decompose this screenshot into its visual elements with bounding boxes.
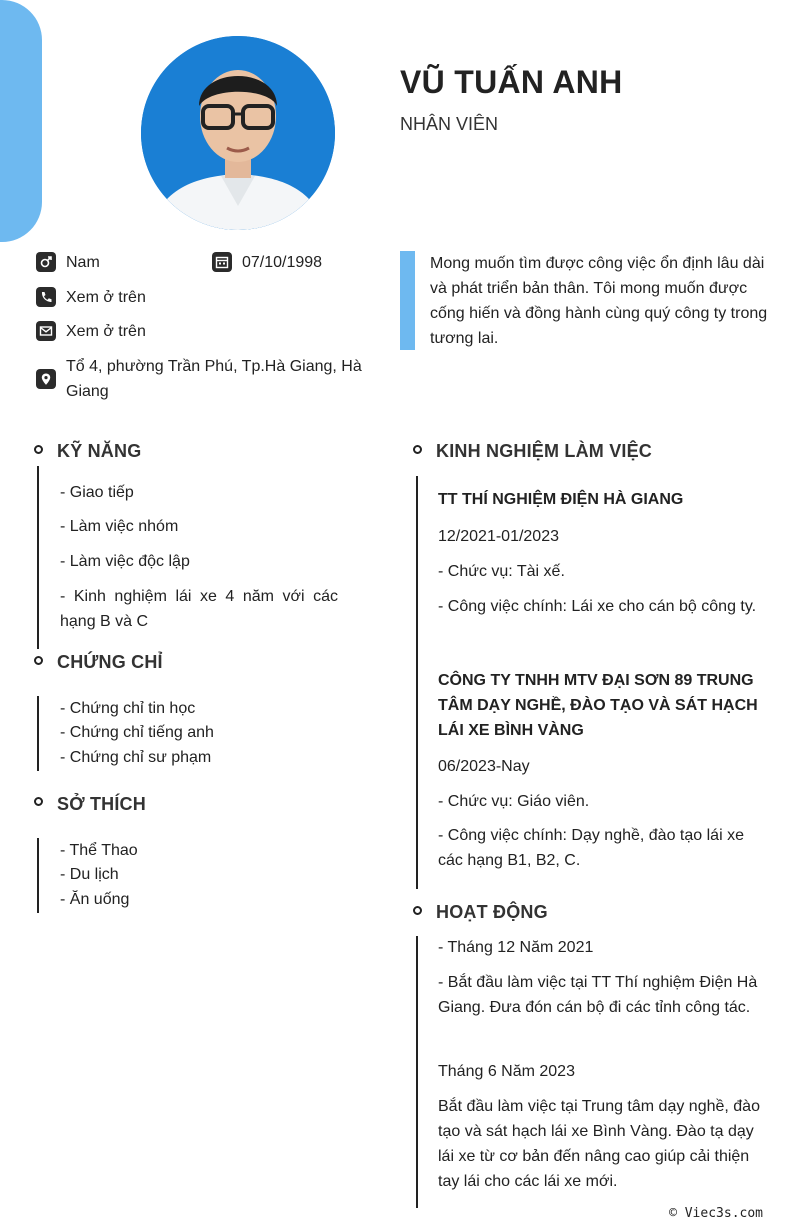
hobbies-timeline-line — [37, 838, 39, 913]
job-company: TT THÍ NGHIỆM ĐIỆN HÀ GIANG — [438, 491, 684, 508]
hobbies-bullet-icon — [34, 797, 43, 806]
hobbies-title: SỞ THÍCH — [57, 794, 146, 814]
phone-value: Xem ở trên — [66, 289, 146, 306]
activities-bullet-icon — [413, 906, 422, 915]
address-value: Tổ 4, phường Trần Phú, Tp.Hà Giang, Hà Giang — [66, 358, 362, 400]
email-icon — [36, 321, 56, 341]
header-accent-bar — [0, 0, 42, 242]
gender-icon — [36, 252, 56, 272]
skills-title: KỸ NĂNG — [57, 441, 142, 461]
skill-item: - Làm việc nhóm — [60, 518, 179, 535]
candidate-name: VŨ TUẤN ANH — [400, 64, 623, 100]
skills-timeline-line — [37, 466, 39, 649]
job-role: - Chức vụ: Giáo viên. — [438, 793, 590, 810]
skill-item: - Kinh nghiệm lái xe 4 năm với các hạng B và C — [60, 588, 338, 630]
contact-email — [36, 319, 146, 344]
gender-value: Nam — [66, 254, 100, 271]
activity-date: Tháng 6 Năm 2023 — [438, 1063, 575, 1080]
job-period: 12/2021-01/2023 — [438, 528, 559, 545]
email-value: Xem ở trên — [66, 323, 146, 340]
activities-title: HOẠT ĐỘNG — [436, 902, 548, 922]
activity-description: - Bắt đầu làm việc tại TT Thí nghiệm Điện Hà Giang. Đưa đón cán bộ đi các tỉnh công tác. — [438, 974, 758, 1016]
certificates-title: CHỨNG CHỈ — [57, 652, 163, 672]
phone-icon — [36, 287, 56, 307]
career-objective: Mong muốn tìm được công việc ổn định lâu dài và phát triển bản thân. Tôi mong muốn được cống hiến và đồng hành cùng quý công ty trong tương lai. — [430, 255, 768, 347]
candidate-position: NHÂN VIÊN — [400, 114, 499, 134]
skill-item: - Giao tiếp — [60, 484, 134, 501]
contact-phone — [36, 285, 146, 310]
hobby-item: - Thể Thao — [60, 842, 138, 859]
job-company: CÔNG TY TNHH MTV ĐẠI SƠN 89 TRUNG TÂM DẠY NGHỀ, ĐÀO TẠO VÀ SÁT HẠCH LÁI XE BÌNH VÀNG — [438, 672, 758, 739]
certificates-bullet-icon — [34, 656, 43, 665]
activity-date: - Tháng 12 Năm 2021 — [438, 939, 594, 956]
contact-gender — [36, 250, 100, 275]
profile-photo — [141, 36, 335, 230]
skill-item: - Làm việc độc lập — [60, 553, 190, 570]
experience-bullet-icon — [413, 445, 422, 454]
experience-title: KINH NGHIỆM LÀM VIỆC — [436, 441, 653, 461]
activities-timeline-line — [416, 936, 418, 1208]
hobby-item: - Du lịch — [60, 866, 119, 883]
certificates-timeline-line — [37, 696, 39, 771]
activity-description: Bắt đầu làm việc tại Trung tâm dạy nghề, đào tạo và sát hạch lái xe Bình Vàng. Đào tạ dạy lái xe từ cơ bản đến nâng cao giúp cải thiện tay lái cho các lái xe mới. — [438, 1098, 760, 1190]
hobby-item: - Ăn uống — [60, 891, 130, 908]
certificate-item: - Chứng chỉ sư phạm — [60, 749, 212, 766]
certificate-item: - Chứng chỉ tiếng anh — [60, 724, 214, 741]
job-period: 06/2023-Nay — [438, 758, 530, 775]
job-duty: - Công việc chính: Dạy nghề, đào tạo lái xe các hạng B1, B2, C. — [438, 827, 744, 869]
job-role: - Chức vụ: Tài xế. — [438, 563, 565, 580]
skills-bullet-icon — [34, 445, 43, 454]
contact-birthday — [212, 250, 322, 275]
location-pin-icon — [36, 369, 56, 389]
objective-accent-bar — [400, 251, 415, 350]
birthday-value: 07/10/1998 — [242, 254, 323, 271]
job-duty: - Công việc chính: Lái xe cho cán bộ công ty. — [438, 598, 757, 615]
contact-address — [36, 354, 376, 404]
certificate-item: - Chứng chỉ tin học — [60, 700, 196, 717]
footer-watermark: © Viec3s.com — [669, 1206, 763, 1221]
experience-timeline-line — [416, 476, 418, 889]
calendar-icon — [212, 252, 232, 272]
